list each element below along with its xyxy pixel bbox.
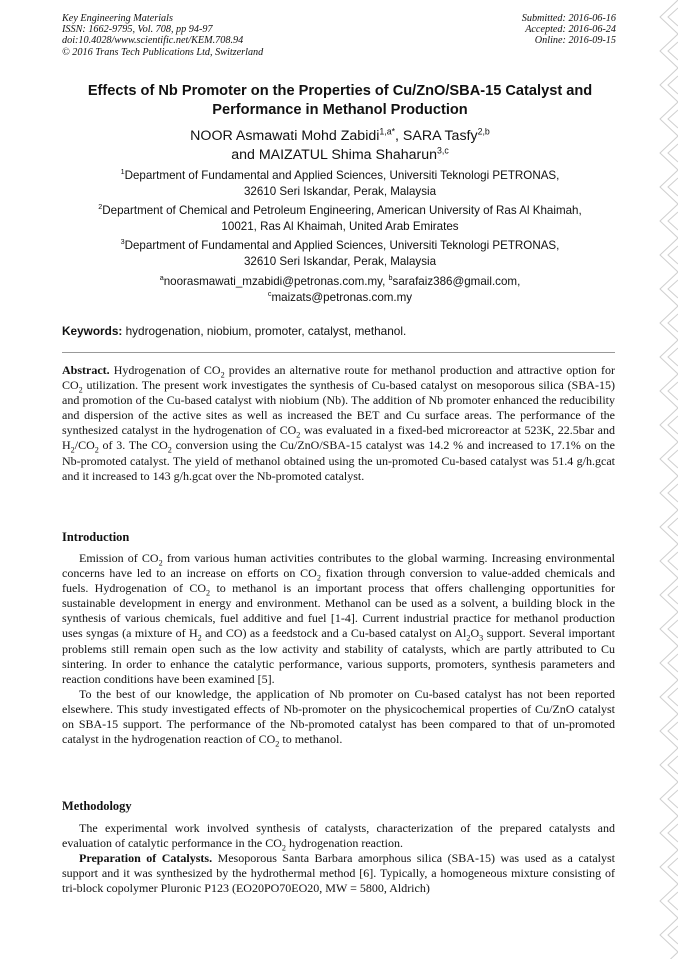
subscript: 2 <box>167 445 172 455</box>
divider <box>62 352 615 353</box>
introduction-body <box>62 551 615 747</box>
accepted-date: Accepted: 2016-06-24 <box>525 24 616 36</box>
online-date: Online: 2016-09-15 <box>534 35 616 47</box>
intro-text: O <box>470 626 480 641</box>
issn: ISSN: 1662-9795, Vol. 708, pp 94-97 <box>62 24 213 36</box>
abstract-text: of 3. The CO <box>98 438 168 453</box>
methodology-body <box>62 821 615 896</box>
title-line-2: Performance in Methanol Production <box>212 101 468 118</box>
author-1: NOOR Asmawati Mohd Zabidi <box>190 128 380 144</box>
submitted-date: Submitted: 2016-06-16 <box>521 13 616 24</box>
email-c: maizats@petronas.com.my <box>271 290 413 304</box>
abstract-label: Abstract. <box>62 363 110 377</box>
affiliation-1 <box>40 168 640 199</box>
email-b: sarafaiz386@gmail.com, <box>392 275 521 288</box>
methodology-text: hydrogenation reaction. <box>286 836 403 851</box>
intro-text: and CO) as a feedstock and a Cu-based catalyst on Al <box>201 626 467 641</box>
abstract-text: utilization. The present work investigates the synthesis of Cu-based catalyst on mesoporous silica (SBA-15) and promotion of the Cu-based catalyst with niobium (Nb). The addition of Nb promoter enhanced the reducibility and dispersion of the active sites as well as increased the BET and Cu surface areas. The performance of the synthesized catalyst in the hydrogenation of CO <box>62 378 615 438</box>
intro-text: from various human activities contributes to the global warming. Increasing environmental concerns have led to an increase on efforts on CO <box>62 551 615 581</box>
subscript: 2 <box>158 558 163 568</box>
author-2: , SARA Tasfy <box>395 128 478 144</box>
affiliation-2 <box>40 203 640 234</box>
email-a-marker: a <box>159 273 164 283</box>
abstract-text: Hydrogenation of CO <box>109 363 221 377</box>
abstract-text: conversion using the Cu/ZnO/SBA-15 catalyst was 14.2 % and increased to 17.1% on the Nb-promoted catalyst. The yield of methanol obtained using the un-promoted Cu-based catalyst was 51.4 g/h.gcat and it increased to 143 g/h.gcat over the Nb-promoted catalyst. <box>62 438 615 483</box>
subscript: 2 <box>466 633 471 643</box>
affiliation-2-line-2: 10021, Ras Al Khaimah, United Arab Emirates <box>221 219 459 233</box>
subscript: 2 <box>206 588 211 598</box>
subscript: 2 <box>94 445 99 455</box>
abstract-text: /CO <box>74 438 95 453</box>
affiliation-3-number: 3 <box>120 237 125 247</box>
methodology-text: Mesoporous Santa Barbara amorphous silica (SBA-15) was used as a catalyst support and it was synthesized by the hydrothermal method [6]. Typically, a homogeneous mixture consisting of tri-block copolymer Pluronic P123 (EO20PO70EO20, MW = 5800, Aldrich) <box>62 851 615 896</box>
affiliation-3 <box>40 238 640 269</box>
subscript: 2 <box>78 385 83 395</box>
affiliation-3-line-2: 32610 Seri Iskandar, Perak, Malaysia <box>243 254 437 268</box>
author-3: and MAIZATUL Shima Shaharun <box>231 147 438 163</box>
subsection-label: Preparation of Catalysts. <box>79 851 213 866</box>
author-list <box>40 127 640 165</box>
subscript: 2 <box>281 843 286 853</box>
email-b-marker: b <box>388 273 393 283</box>
subscript: 2 <box>220 370 225 380</box>
abstract <box>62 363 615 484</box>
affiliation-2-number: 2 <box>98 202 103 212</box>
abstract-text: was evaluated in a fixed-bed microreactor at 523K, 22.5bar and H <box>62 423 615 453</box>
affiliation-1-line-2: 32610 Seri Iskandar, Perak, Malaysia <box>243 184 437 198</box>
subscript: 2 <box>197 633 202 643</box>
email-a: noorasmawati_mzabidi@petronas.com.my, <box>163 275 389 288</box>
affiliation-1-line-1: Department of Fundamental and Applied Sciences, Universiti Teknologi PETRONAS, <box>124 169 560 182</box>
abstract-text: provides an alternative route for methanol production and attractive option for CO <box>62 363 615 393</box>
intro-text: fixation through conversion to value-added chemicals and fuels. Hydrogenation of CO <box>62 566 615 596</box>
introduction-heading: Introduction <box>62 530 130 544</box>
subscript: 2 <box>296 430 301 440</box>
methodology-text: The experimental work involved synthesis of catalysts, characterization of the prepared catalysts and evaluation of catalytic performance in the CO <box>62 821 615 851</box>
subscript: 2 <box>70 445 75 455</box>
keywords <box>62 324 622 338</box>
intro-text: support. Several important problems still remain open such as the low activity and stability of catalysts, which are partly attributed to Cu sintering. In order to enhance the catalytic performance, various supports, promoters, synthesis parameters and reaction conditions have been examined [5]. <box>62 626 616 686</box>
author-1-affil: 1,a* <box>379 126 396 137</box>
keywords-label: Keywords: <box>62 324 123 338</box>
subscript: 3 <box>479 633 484 643</box>
intro-text: Emission of CO <box>79 551 159 565</box>
affiliation-1-number: 1 <box>120 167 125 177</box>
journal-name: Key Engineering Materials <box>62 13 173 24</box>
affiliation-2-line-1: Department of Chemical and Petroleum Engineering, American University of Ras Al Khaimah, <box>102 204 582 217</box>
title-line-1: Effects of Nb Promoter on the Properties of Cu/ZnO/SBA-15 Catalyst and <box>87 83 593 99</box>
paper-title <box>40 82 640 119</box>
copyright: © 2016 Trans Tech Publications Ltd, Switzerland <box>62 46 264 58</box>
author-3-affil: 3,c <box>437 145 449 156</box>
email-list <box>40 274 640 305</box>
edge-decoration <box>654 0 678 959</box>
author-2-affil: 2,b <box>477 126 490 137</box>
methodology-heading: Methodology <box>62 799 132 813</box>
intro-text: to methanol. <box>279 732 343 747</box>
keywords-text: hydrogenation, niobium, promoter, catalyst, methanol. <box>122 324 407 338</box>
subscript: 2 <box>275 739 280 749</box>
subscript: 2 <box>316 573 321 583</box>
intro-text: To the best of our knowledge, the application of Nb promoter on Cu-based catalyst has not been reported elsewhere. This study investigated effects of Nb-promoter on the physicochemical properties of Cu/ZnO catalyst on SBA-15 support. The performance of the Nb-promoted catalyst has been compared to that of un-promoted catalyst in the hydrogenation reaction of CO <box>62 686 615 747</box>
affiliation-3-line-1: Department of Fundamental and Applied Sciences, Universiti Teknologi PETRONAS, <box>124 239 560 252</box>
intro-text: to methanol is an important process that offers challenging opportunities for sustainable development in energy and environment. Methanol can be used as a solvent, a building block in the synthesis of various chemicals, fuel additive and fuel [1-4]. Current industrial practice for methanol production uses syngas (a mixture of H <box>62 581 615 641</box>
doi: doi:10.4028/www.scientific.net/KEM.708.94 <box>62 35 244 47</box>
email-c-marker: c <box>267 288 272 298</box>
